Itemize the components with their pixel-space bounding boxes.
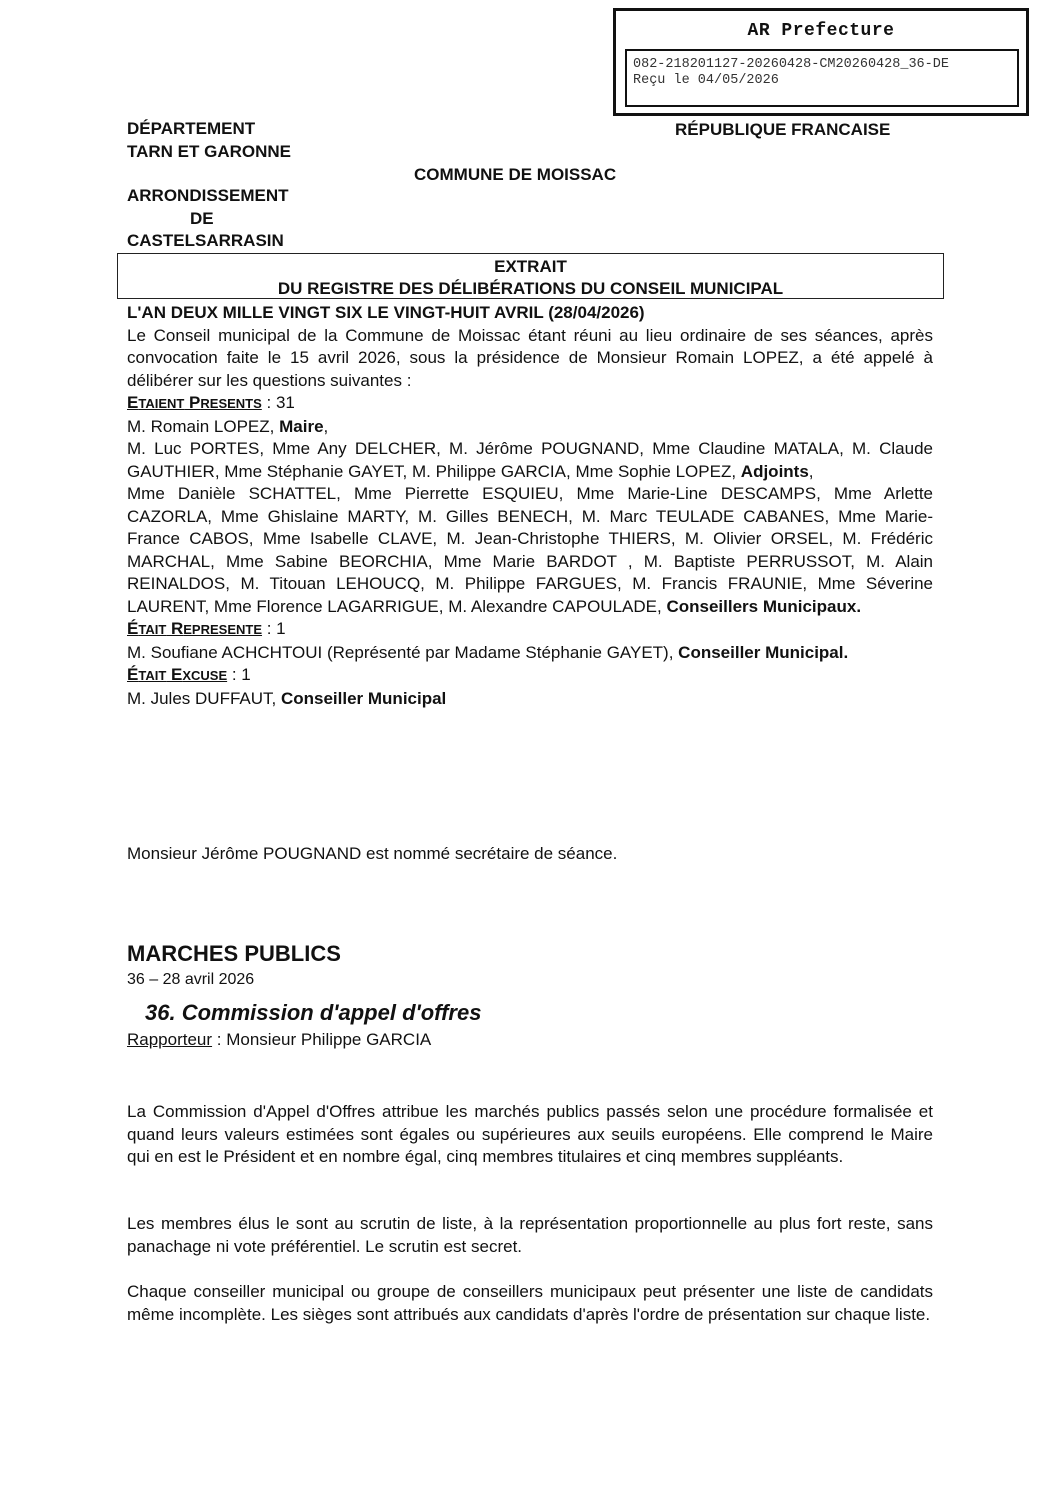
- excuse-label-1: É: [127, 665, 139, 684]
- maire-role: Maire: [279, 416, 324, 436]
- represente-label-1: É: [127, 619, 139, 638]
- section-reference: 36 – 28 avril 2026: [127, 971, 255, 988]
- excuse-count: : 1: [227, 665, 251, 684]
- paragraph-1: La Commission d'Appel d'Offres attribue les marchés publics passés selon une procédure formalisée et quand leurs valeurs estimées sont égales ou supérieures aux seuils européens. Elle comprend le Maire qui en est le Président et en nombre égal, cinq membres titulaires et cinq membres suppléants.: [127, 1102, 933, 1166]
- stamp-title: AR Prefecture: [747, 21, 895, 41]
- represente-name: M. Soufiane ACHCHTOUI (Représenté par Madame Stéphanie GAYET),: [127, 642, 679, 662]
- session-block: [127, 302, 933, 710]
- adjoints-names: M. Luc PORTES, Mme Any DELCHER, M. Jérôme POUGNAND, Mme Claudine MATALA, M. Claude GAUTHIER, Mme Stéphanie GAYET, M. Philippe GARCIA, Mme Sophie LOPEZ,: [127, 439, 933, 481]
- commune-name: COMMUNE DE MOISSAC: [414, 165, 617, 184]
- excuse-role: Conseiller Municipal: [280, 688, 447, 708]
- republic-label: RÉPUBLIQUE FRANCAISE: [675, 120, 891, 139]
- presents-label-3: P: [184, 393, 201, 412]
- department-name: TARN ET GARONNE: [127, 142, 292, 161]
- extract-title: EXTRAIT: [494, 257, 567, 276]
- rapporteur-value: : Monsieur Philippe GARCIA: [212, 1030, 432, 1049]
- excuse-heading: [127, 664, 933, 688]
- excuse-label: [127, 665, 227, 684]
- adjoints-comma: ,: [808, 461, 814, 481]
- session-intro: Le Conseil municipal de la Commune de Moissac étant réuni au lieu ordinaire de ses séances, après convocation faite le 15 avril 2026, sous la présidence de Monsieur Romain LOPEZ, a été appelé à délibérer sur les questions suivantes :: [127, 325, 933, 390]
- extract-subtitle: DU REGISTRE DES DÉLIBÉRATIONS DU CONSEIL MUNICIPAL: [277, 279, 784, 298]
- adjoints-line: [127, 438, 933, 483]
- prefecture-stamp: [613, 8, 1029, 116]
- presents-heading: [127, 392, 933, 416]
- secretary-line: Monsieur Jérôme POUGNAND est nommé secrétaire de séance.: [127, 844, 618, 863]
- represente-line: [127, 642, 933, 665]
- presents-count: : 31: [261, 393, 295, 412]
- represente-count: : 1: [262, 619, 286, 638]
- represente-heading: [127, 618, 933, 642]
- adjoints-role: Adjoints: [740, 461, 809, 481]
- conseillers-names: Mme Danièle SCHATTEL, Mme Pierrette ESQUIEU, Mme Marie-Line DESCAMPS, Mme Arlette CAZORLA, Mme Ghislaine MARTY, M. Gilles BENECH, M. Marc TEULADE CABANES, Mme Marie-France CABOS, Mme Isabelle CLAVE, M. Jean-Christophe THIERS, M. Olivier ORSEL, M. Frédéric MARCHAL, Mme Sabine BEORCHIA, Mme Marie BARDOT , M. Baptiste PERRUSSOT, M. Alain REINALDOS, M. Titouan LEHOUCQ, M. Philippe FARGUES, M. Francis FRAUNIE, Mme Séverine LAURENT, Mme Florence LAGARRIGUE, M. Alexandre CAPOULADE,: [127, 484, 933, 616]
- extract-box: [117, 253, 944, 299]
- represente-role: Conseiller Municipal.: [678, 642, 849, 662]
- arrondissement-label: ARRONDISSEMENT: [127, 186, 289, 205]
- maire-name: M. Romain LOPEZ,: [127, 416, 280, 436]
- excuse-line: [127, 688, 933, 711]
- session-date: L'AN DEUX MILLE VINGT SIX LE VINGT-HUIT AVRIL (28/04/2026): [127, 303, 645, 322]
- excuse-label-3: E: [166, 665, 183, 684]
- excuse-label-2: TAIT: [138, 668, 167, 683]
- conseillers-line: [127, 483, 933, 618]
- excuse-name: M. Jules DUFFAUT,: [127, 688, 281, 708]
- presents-label-2: TAIENT: [138, 396, 185, 411]
- paragraph-3: Chaque conseiller municipal ou groupe de conseillers municipaux peut présenter une liste de candidats même incomplète. Les sièges sont attribués aux candidats d'après l'ordre de présentation sur chaque liste.: [127, 1282, 933, 1324]
- paragraph-2: Les membres élus le sont au scrutin de liste, à la représentation proportionnelle au plus fort reste, sans panachage ni vote préférentiel. Le scrutin est secret.: [127, 1214, 933, 1256]
- section-title: MARCHES PUBLICS: [127, 941, 341, 966]
- represente-label-2: TAIT: [138, 622, 167, 637]
- stamp-details: [625, 49, 1019, 107]
- maire-comma: ,: [323, 416, 329, 436]
- department-label: DÉPARTEMENT: [127, 119, 256, 138]
- represente-label: [127, 619, 262, 638]
- arrondissement-name: CASTELSARRASIN: [127, 231, 284, 250]
- presents-label-4: RESENTS: [200, 396, 262, 411]
- rapporteur-line: [127, 1030, 431, 1050]
- conseillers-role: Conseillers Municipaux.: [666, 596, 862, 616]
- rapporteur-label: Rapporteur: [127, 1030, 213, 1049]
- presents-label-1: E: [127, 393, 139, 412]
- arrondissement-de: DE: [190, 209, 214, 228]
- excuse-label-4: XCUSE: [182, 668, 228, 683]
- represente-label-4: EPRESENTE: [183, 622, 263, 637]
- item-title: 36. Commission d'appel d'offres: [145, 1000, 482, 1025]
- presents-label: [127, 393, 262, 412]
- maire-line: [127, 416, 933, 439]
- stamp-reference: 082-218201127-20260428-CM20260428_36-DE: [633, 57, 949, 72]
- represente-label-3: R: [166, 619, 184, 638]
- stamp-received-date: Reçu le 04/05/2026: [633, 73, 779, 88]
